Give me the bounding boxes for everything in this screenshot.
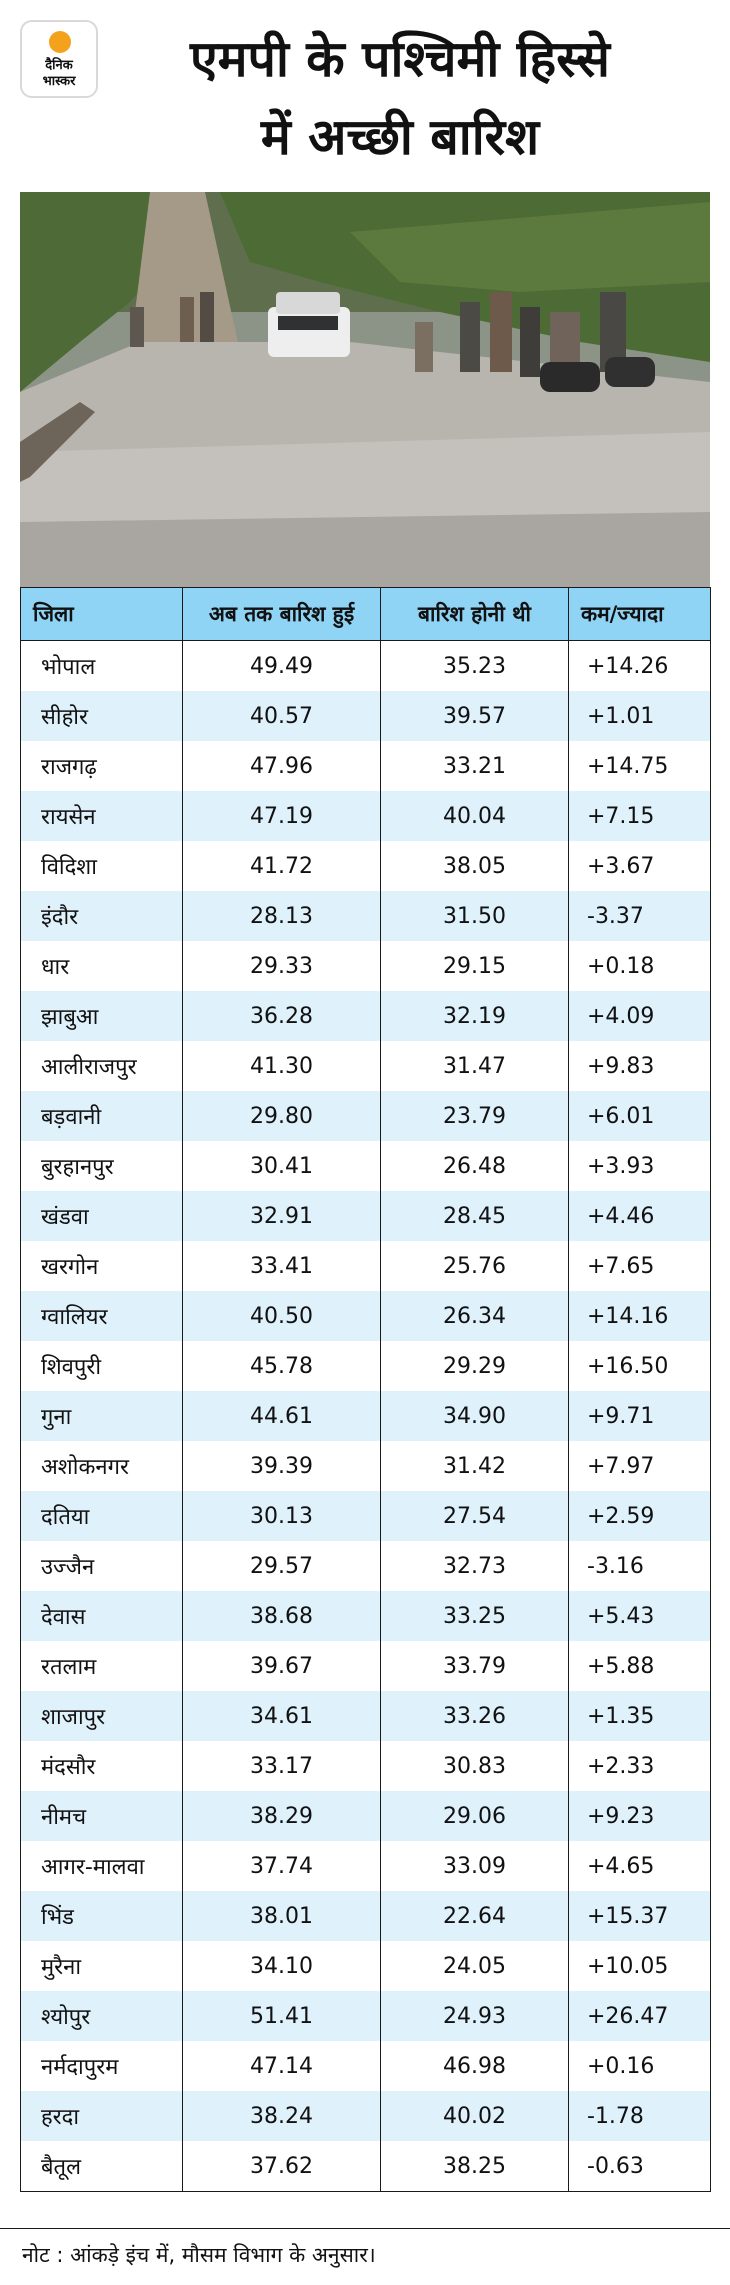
difference-cell: -3.16	[569, 1541, 711, 1591]
rain-received-cell: 29.33	[183, 941, 381, 991]
header-district: जिला	[21, 588, 183, 641]
difference-cell: +26.47	[569, 1991, 711, 2041]
table-row	[21, 1841, 711, 1891]
difference-cell: +3.93	[569, 1141, 711, 1191]
rain-received-cell: 39.39	[183, 1441, 381, 1491]
difference-cell: +4.46	[569, 1191, 711, 1241]
rain-received-cell: 40.57	[183, 691, 381, 741]
table-row	[21, 1591, 711, 1641]
table-row	[21, 2141, 711, 2192]
table-row	[21, 1341, 711, 1391]
district-cell: मुरैना	[21, 1941, 183, 1991]
rain-received-cell: 32.91	[183, 1191, 381, 1241]
rain-received-cell: 30.41	[183, 1141, 381, 1191]
table-row	[21, 1891, 711, 1941]
difference-cell: +14.16	[569, 1291, 711, 1341]
rain-received-cell: 47.19	[183, 791, 381, 841]
rain-expected-cell: 33.25	[381, 1591, 569, 1641]
rain-expected-cell: 29.06	[381, 1791, 569, 1841]
sun-icon	[49, 31, 71, 53]
difference-cell: +5.88	[569, 1641, 711, 1691]
district-cell: खंडवा	[21, 1191, 183, 1241]
difference-cell: +2.33	[569, 1741, 711, 1791]
district-cell: देवास	[21, 1591, 183, 1641]
difference-cell: +5.43	[569, 1591, 711, 1641]
difference-cell: +7.15	[569, 791, 711, 841]
table-row	[21, 791, 711, 841]
table-row	[21, 1141, 711, 1191]
district-cell: गुना	[21, 1391, 183, 1441]
difference-cell: +14.26	[569, 641, 711, 692]
difference-cell: +9.71	[569, 1391, 711, 1441]
difference-cell: +16.50	[569, 1341, 711, 1391]
district-cell: बड़वानी	[21, 1091, 183, 1141]
rain-expected-cell: 32.73	[381, 1541, 569, 1591]
table-row	[21, 2041, 711, 2091]
district-cell: उज्जैन	[21, 1541, 183, 1591]
flooded-road-photo	[20, 192, 710, 587]
table-row	[21, 1541, 711, 1591]
district-cell: इंदौर	[21, 891, 183, 941]
district-cell: रतलाम	[21, 1641, 183, 1691]
rain-expected-cell: 24.93	[381, 1991, 569, 2041]
table-row	[21, 1291, 711, 1341]
rain-received-cell: 30.13	[183, 1491, 381, 1541]
difference-cell: +9.83	[569, 1041, 711, 1091]
rain-received-cell: 41.30	[183, 1041, 381, 1091]
logo-line-1: दैनिक	[45, 58, 73, 73]
district-cell: नर्मदापुरम	[21, 2041, 183, 2091]
difference-cell: +10.05	[569, 1941, 711, 1991]
difference-cell: +14.75	[569, 741, 711, 791]
rain-expected-cell: 31.50	[381, 891, 569, 941]
difference-cell: +3.67	[569, 841, 711, 891]
rain-received-cell: 51.41	[183, 1991, 381, 2041]
table-row	[21, 2091, 711, 2141]
table-row	[21, 1991, 711, 2041]
rain-expected-cell: 24.05	[381, 1941, 569, 1991]
rain-received-cell: 39.67	[183, 1641, 381, 1691]
table-row	[21, 1791, 711, 1841]
rain-received-cell: 38.29	[183, 1791, 381, 1841]
district-cell: आगर-मालवा	[21, 1841, 183, 1891]
district-cell: रायसेन	[21, 791, 183, 841]
rain-expected-cell: 46.98	[381, 2041, 569, 2091]
rain-expected-cell: 27.54	[381, 1491, 569, 1541]
rain-received-cell: 47.14	[183, 2041, 381, 2091]
rain-expected-cell: 40.04	[381, 791, 569, 841]
rainfall-table-wrap	[20, 587, 710, 2192]
district-cell: राजगढ़	[21, 741, 183, 791]
table-row	[21, 1091, 711, 1141]
rain-expected-cell: 34.90	[381, 1391, 569, 1441]
difference-cell: -3.37	[569, 891, 711, 941]
district-cell: अशोकनगर	[21, 1441, 183, 1491]
table-body	[21, 641, 711, 2192]
rainfall-table	[20, 587, 711, 2192]
district-cell: आलीराजपुर	[21, 1041, 183, 1091]
rain-received-cell: 45.78	[183, 1341, 381, 1391]
difference-cell: +0.16	[569, 2041, 711, 2091]
rain-expected-cell: 31.47	[381, 1041, 569, 1091]
rain-expected-cell: 35.23	[381, 641, 569, 692]
district-cell: बुरहानपुर	[21, 1141, 183, 1191]
difference-cell: +1.35	[569, 1691, 711, 1741]
table-row	[21, 991, 711, 1041]
logo-line-2: भास्कर	[42, 74, 76, 89]
header-rain-expected: बारिश होनी थी	[381, 588, 569, 641]
table-row	[21, 1941, 711, 1991]
rain-expected-cell: 33.09	[381, 1841, 569, 1891]
difference-cell: +4.65	[569, 1841, 711, 1891]
rain-received-cell: 28.13	[183, 891, 381, 941]
difference-cell: +2.59	[569, 1491, 711, 1541]
district-cell: सीहोर	[21, 691, 183, 741]
table-row	[21, 1641, 711, 1691]
rain-received-cell: 29.80	[183, 1091, 381, 1141]
difference-cell: +7.65	[569, 1241, 711, 1291]
rain-expected-cell: 38.05	[381, 841, 569, 891]
rain-received-cell: 49.49	[183, 641, 381, 692]
dainik-bhaskar-logo	[20, 20, 98, 98]
difference-cell: +9.23	[569, 1791, 711, 1841]
difference-cell: +6.01	[569, 1091, 711, 1141]
rain-received-cell: 44.61	[183, 1391, 381, 1441]
rain-received-cell: 38.01	[183, 1891, 381, 1941]
rain-received-cell: 41.72	[183, 841, 381, 891]
rain-expected-cell: 28.45	[381, 1191, 569, 1241]
district-cell: नीमच	[21, 1791, 183, 1841]
district-cell: बैतूल	[21, 2141, 183, 2192]
table-row	[21, 1041, 711, 1091]
difference-cell: +0.18	[569, 941, 711, 991]
rain-received-cell: 33.41	[183, 1241, 381, 1291]
difference-cell: -1.78	[569, 2091, 711, 2141]
footnote	[0, 2228, 730, 2285]
rain-expected-cell: 33.26	[381, 1691, 569, 1741]
rain-received-cell: 38.24	[183, 2091, 381, 2141]
table-row	[21, 1741, 711, 1791]
page-title	[110, 20, 690, 176]
header-difference: कम/ज्यादा	[569, 588, 711, 641]
rain-expected-cell: 33.21	[381, 741, 569, 791]
district-cell: हरदा	[21, 2091, 183, 2141]
difference-cell: -0.63	[569, 2141, 711, 2192]
district-cell: झाबुआ	[21, 991, 183, 1041]
rain-expected-cell: 31.42	[381, 1441, 569, 1491]
table-row	[21, 641, 711, 692]
rain-expected-cell: 29.15	[381, 941, 569, 991]
district-cell: शिवपुरी	[21, 1341, 183, 1391]
district-cell: ग्वालियर	[21, 1291, 183, 1341]
rain-expected-cell: 40.02	[381, 2091, 569, 2141]
table-row	[21, 841, 711, 891]
rain-expected-cell: 32.19	[381, 991, 569, 1041]
difference-cell: +4.09	[569, 991, 711, 1041]
district-cell: शाजापुर	[21, 1691, 183, 1741]
table-row	[21, 1441, 711, 1491]
district-cell: मंदसौर	[21, 1741, 183, 1791]
table-row	[21, 1191, 711, 1241]
district-cell: खरगोन	[21, 1241, 183, 1291]
district-cell: भोपाल	[21, 641, 183, 692]
table-header-row	[21, 588, 711, 641]
table-row	[21, 941, 711, 991]
district-cell: श्योपुर	[21, 1991, 183, 2041]
rain-expected-cell: 23.79	[381, 1091, 569, 1141]
rain-received-cell: 36.28	[183, 991, 381, 1041]
rain-received-cell: 34.10	[183, 1941, 381, 1991]
footnote-text: नोट : आंकड़े इंच में, मौसम विभाग के अनुसार।	[22, 2243, 376, 2267]
rain-expected-cell: 39.57	[381, 691, 569, 741]
rain-expected-cell: 25.76	[381, 1241, 569, 1291]
difference-cell: +7.97	[569, 1441, 711, 1491]
rain-expected-cell: 29.29	[381, 1341, 569, 1391]
rain-received-cell: 37.62	[183, 2141, 381, 2192]
rain-received-cell: 29.57	[183, 1541, 381, 1591]
rain-expected-cell: 33.79	[381, 1641, 569, 1691]
table-row	[21, 741, 711, 791]
rain-expected-cell: 26.34	[381, 1291, 569, 1341]
table-row	[21, 691, 711, 741]
rain-received-cell: 33.17	[183, 1741, 381, 1791]
table-row	[21, 1691, 711, 1741]
district-cell: दतिया	[21, 1491, 183, 1541]
title-line-1: एमपी के पश्चिमी हिस्से	[190, 30, 610, 88]
page-header	[0, 0, 730, 190]
title-line-2: में अच्छी बारिश	[260, 108, 540, 166]
table-row	[21, 1491, 711, 1541]
difference-cell: +1.01	[569, 691, 711, 741]
rain-expected-cell: 26.48	[381, 1141, 569, 1191]
table-row	[21, 891, 711, 941]
rain-received-cell: 40.50	[183, 1291, 381, 1341]
table-row	[21, 1391, 711, 1441]
rain-received-cell: 47.96	[183, 741, 381, 791]
table-row	[21, 1241, 711, 1291]
logo-text	[22, 58, 96, 90]
rain-expected-cell: 30.83	[381, 1741, 569, 1791]
header-rain-received: अब तक बारिश हुई	[183, 588, 381, 641]
rain-received-cell: 38.68	[183, 1591, 381, 1641]
rain-received-cell: 34.61	[183, 1691, 381, 1741]
rain-expected-cell: 38.25	[381, 2141, 569, 2192]
rain-received-cell: 37.74	[183, 1841, 381, 1891]
difference-cell: +15.37	[569, 1891, 711, 1941]
district-cell: विदिशा	[21, 841, 183, 891]
district-cell: भिंड	[21, 1891, 183, 1941]
district-cell: धार	[21, 941, 183, 991]
rain-expected-cell: 22.64	[381, 1891, 569, 1941]
